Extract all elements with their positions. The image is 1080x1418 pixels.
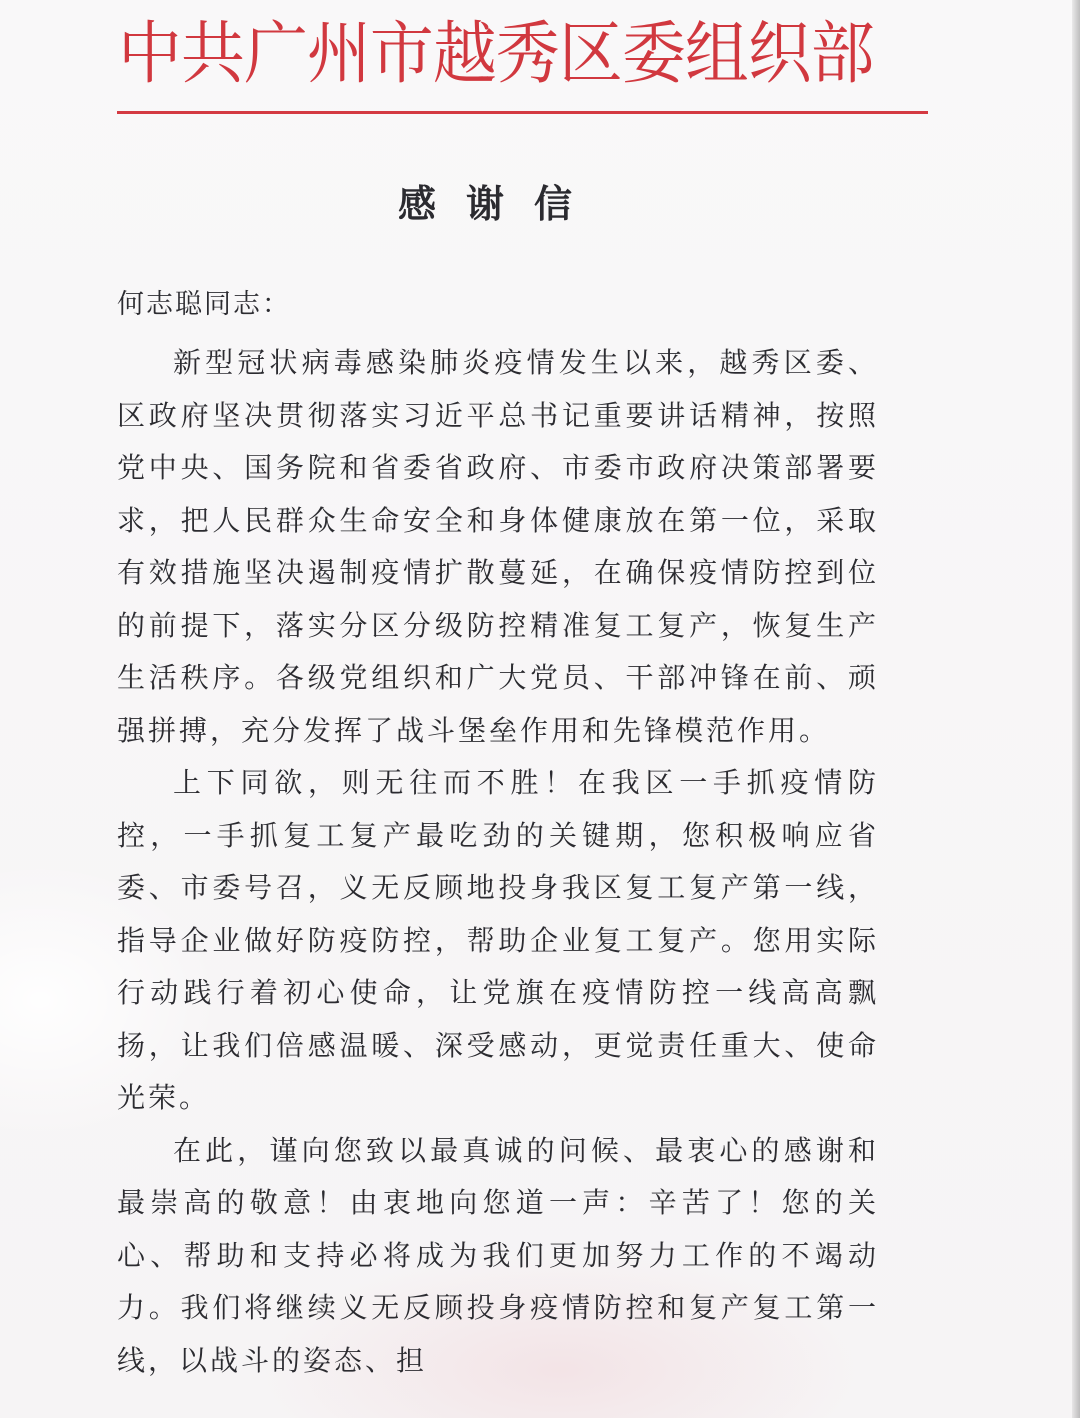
body-paragraph-2: 上下同欲，则无往而不胜！在我区一手抓疫情防控，一手抓复工复产最吃劲的关键期，您积极响应省委、市委号召，义无反顾地投身我区复工复产第一线，指导企业做好防疫防控，帮助企业复工复产。您用实际行动践行着初心使命，让党旗在疫情防控一线高高飘扬，让我们倍感温暖、深受感动，更觉责任重大、使命光荣。 — [117, 766, 879, 1114]
letter-title: 感谢信 — [397, 181, 602, 226]
body-paragraph-1: 新型冠状病毒感染肺炎疫情发生以来，越秀区委、区政府坚决贯彻落实习近平总书记重要讲话精神，按照党中央、国务院和省委省政府、市委市政府决策部署要求，把人民群众生命安全和身体健康放在第一位，采取有效措施坚决遏制疫情扩散蔓延，在确保疫情防控到位的前提下，落实分区分级防控精准复工复产，恢复生产生活秩序。各级党组织和广大党员、干部冲锋在前、顽强拼搏，充分发挥了战斗堡垒作用和先锋模范作用。 — [117, 346, 879, 747]
letter-body — [117, 337, 879, 1387]
paper-edge-shadow — [1072, 0, 1080, 1418]
letterhead-red-rule — [117, 111, 928, 114]
letter-salutation: 何志聪同志： — [117, 289, 291, 320]
body-paragraph-3: 在此，谨向您致以最真诚的问候、最衷心的感谢和最崇高的敬意！由衷地向您道一声：辛苦了！您的关心、帮助和支持必将成为我们更加努力工作的不竭动力。我们将继续义无反顾投身疫情防控和复产复工第一线，以战斗的姿态、担 — [117, 1133, 879, 1377]
letterhead-organization: 中共广州市越秀区委组织部 — [118, 15, 874, 94]
